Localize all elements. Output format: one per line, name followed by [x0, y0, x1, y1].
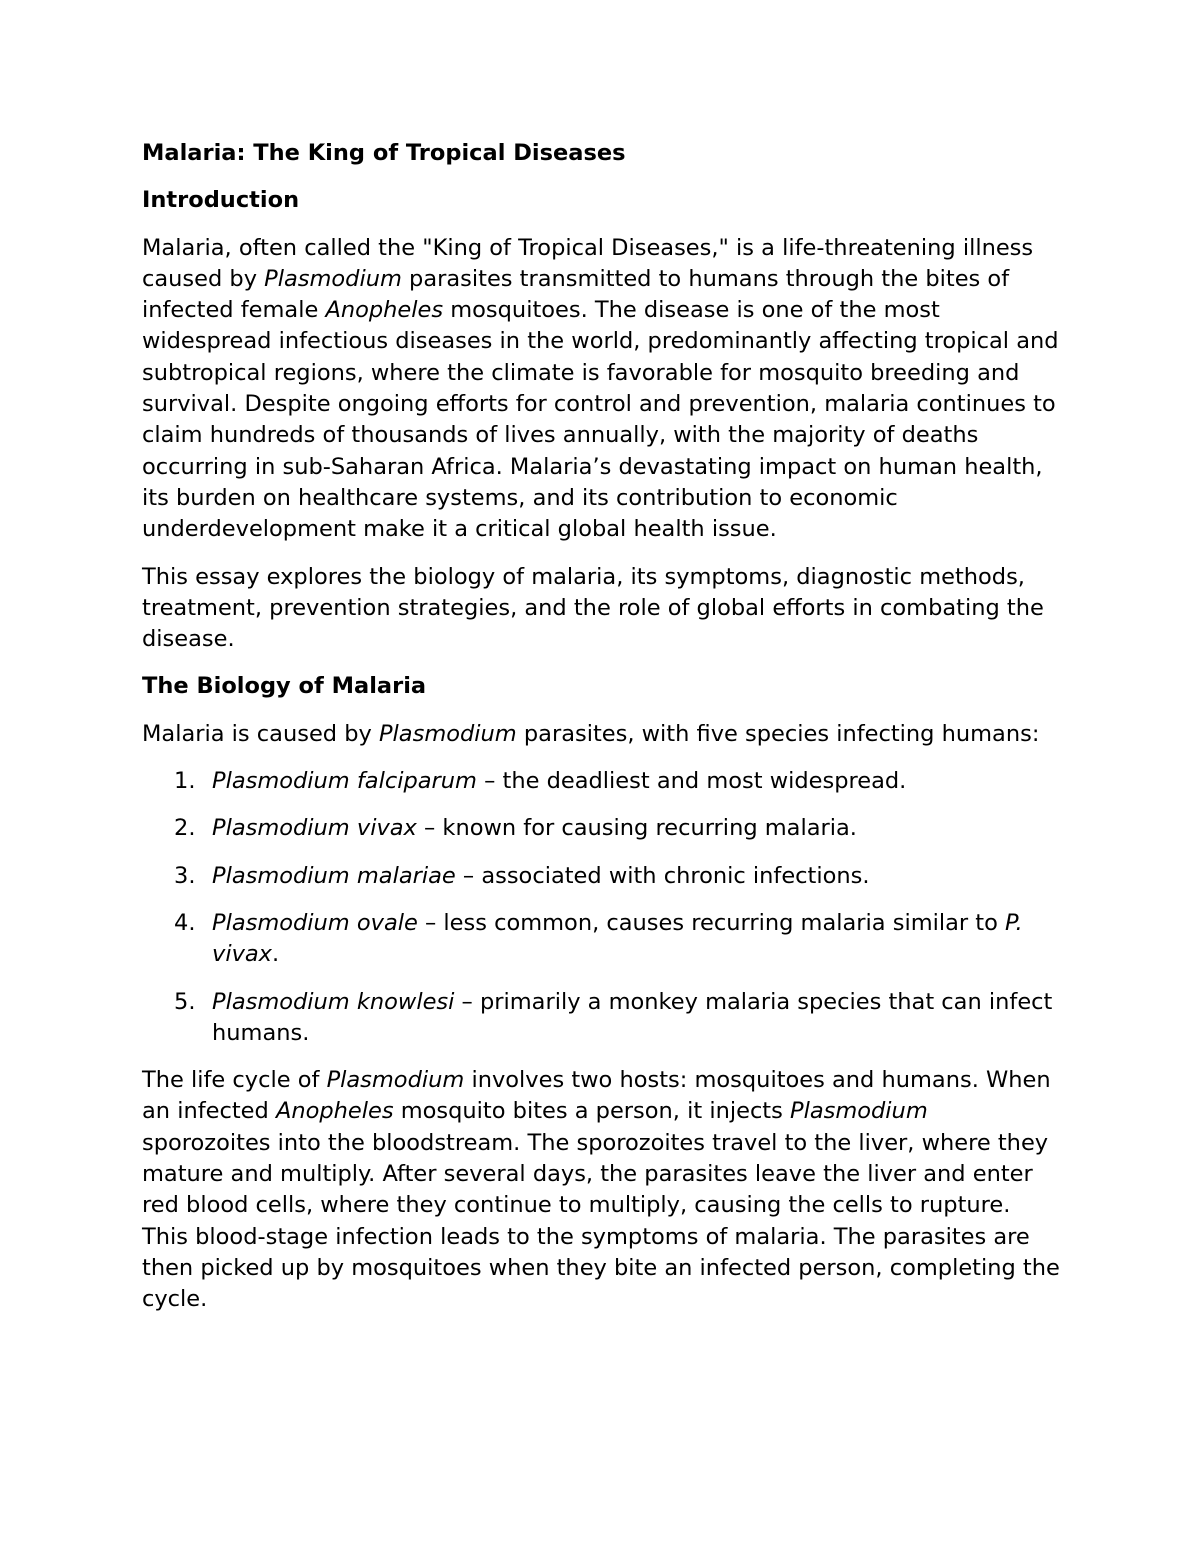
- list-number: 3.: [174, 862, 196, 889]
- text-run: parasites, with five species infecting humans:: [516, 720, 1040, 747]
- list-item: [142, 861, 1062, 892]
- list-number: 4.: [174, 909, 196, 936]
- lifecycle-paragraph: [142, 1065, 1062, 1315]
- species-description: – associated with chronic infections.: [455, 862, 870, 889]
- species-name: Plasmodium falciparum: [212, 768, 477, 795]
- species-description: – the deadliest and most widespread.: [476, 768, 907, 795]
- species-description: – less common, causes recurring malaria similar to: [417, 909, 1006, 936]
- italic-term: Anopheles: [275, 1098, 394, 1125]
- text-run: mosquito bites a person, it injects: [393, 1098, 791, 1125]
- species-name: Plasmodium knowlesi: [212, 988, 455, 1015]
- italic-term: Plasmodium: [326, 1067, 465, 1094]
- section-heading-introduction: Introduction: [142, 187, 300, 214]
- intro-paragraph-2: This essay explores the biology of malaria, its symptoms, diagnostic methods, treatment, prevention strategies, and the role of global efforts in combating the disease.: [142, 563, 1044, 653]
- text-run: Malaria is caused by: [142, 720, 379, 747]
- italic-term: Plasmodium: [264, 265, 402, 292]
- text-run: Malaria, often called the "King of Tropical Diseases," is a life-threatening illness caused by: [142, 234, 1034, 292]
- species-name: Plasmodium malariae: [212, 862, 456, 889]
- species-name-abbrev: P. vivax: [212, 909, 1023, 968]
- list-item: [142, 987, 1062, 1050]
- text-run: involves two hosts: mosquitoes and humans. When an infected: [142, 1067, 1051, 1125]
- text-run: .: [272, 941, 280, 968]
- species-list: [142, 766, 1062, 1049]
- biology-intro-paragraph: [142, 719, 1062, 750]
- text-run: mosquitoes. The disease is one of the most widespread infectious diseases in the world, predominantly affecting tropical and subtropical regions, where the climate is favorable for mosquito breeding and survival. Despite ongoing efforts for control and prevention, malaria continues to claim hundreds of thousands of lives annually, with the majority of deaths occurring in sub-Saharan Africa. Malaria’s devastating impact on human health, its burden on healthcare systems, and its contribution to economic underdevelopment make it a critical global health issue.: [142, 297, 1059, 543]
- italic-term: Plasmodium: [378, 720, 517, 747]
- list-number: 5.: [174, 988, 196, 1015]
- italic-term: Plasmodium: [790, 1098, 928, 1125]
- document-body: [142, 138, 1062, 1332]
- document-title: Malaria: The King of Tropical Diseases: [142, 140, 626, 166]
- list-item: [142, 908, 1062, 971]
- species-name: Plasmodium ovale: [212, 909, 418, 936]
- list-number: 1.: [174, 768, 196, 795]
- section-heading-biology: The Biology of Malaria: [142, 673, 427, 700]
- species-description: – primarily a monkey malaria species that can infect humans.: [212, 988, 1053, 1046]
- list-number: 2.: [174, 815, 196, 842]
- text-run: sporozoites into the bloodstream. The sporozoites travel to the liver, where they mature and multiply. After several days, the parasites leave the liver and enter red blood cells, where they continue to multiply, causing the cells to rupture. This blood-stage infection leads to the symptoms of malaria. The parasites are then picked up by mosquitoes when they bite an infected person, completing the cycle.: [142, 1129, 1060, 1313]
- text-run: parasites transmitted to humans through the bites of infected female: [142, 265, 1010, 324]
- species-description: – known for causing recurring malaria.: [416, 815, 857, 842]
- species-name: Plasmodium vivax: [212, 815, 417, 842]
- list-item: [142, 766, 1062, 797]
- list-item: [142, 813, 1062, 844]
- intro-paragraph-1: [142, 233, 1062, 546]
- text-run: The life cycle of: [142, 1067, 327, 1094]
- italic-term: Anopheles: [325, 297, 444, 324]
